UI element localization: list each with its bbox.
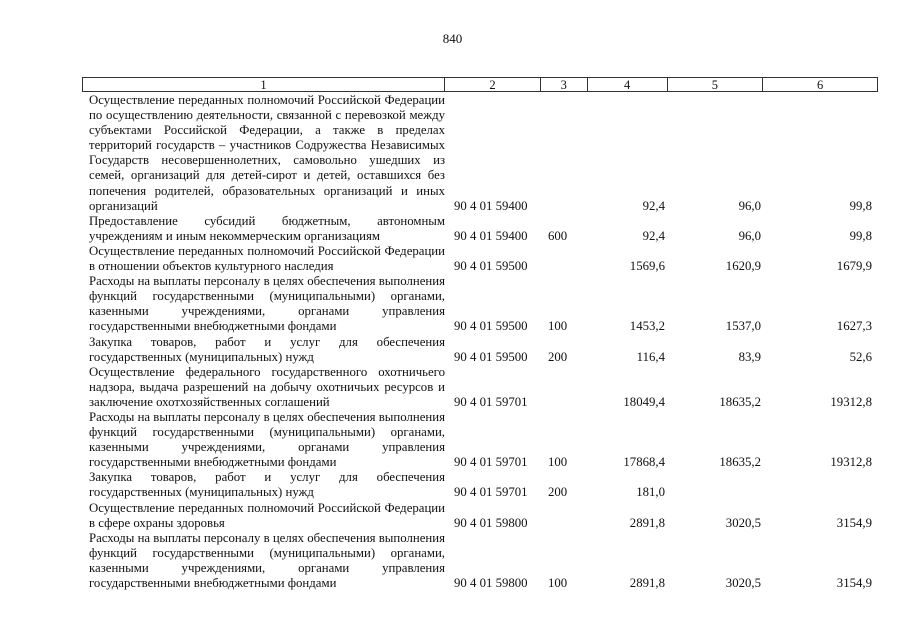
- header-col-2: 2: [445, 78, 541, 91]
- row-value-6: 3154,9: [836, 576, 872, 590]
- row-description: Расходы на выплаты персоналу в целях обеспечения выполнения функций государственными (муниципальными) органами, казенными учреждениями, органами управления государственными внебюджетными фондами: [89, 409, 445, 470]
- row-code: 90 4 01 59500: [454, 259, 528, 274]
- table-row: [82, 335, 878, 365]
- row-code: 90 4 01 59701: [454, 394, 528, 409]
- row-value-4: 92,4: [642, 198, 665, 213]
- row-expense-type: 100: [548, 455, 568, 470]
- header-col-3: 3: [541, 78, 588, 91]
- row-value-4: 2891,8: [629, 515, 665, 530]
- row-value-4: 18049,4: [623, 394, 665, 409]
- row-value-5: 3020,5: [725, 515, 761, 530]
- row-value-5: 18635,2: [719, 394, 761, 409]
- row-value-6: 99,8: [849, 198, 872, 213]
- table-row: [82, 244, 878, 274]
- row-description: Закупка товаров, работ и услуг для обеспечения государственных (муниципальных) нужд: [89, 470, 445, 500]
- row-description: Расходы на выплаты персоналу в целях обеспечения выполнения функций государственными (муниципальными) органами, казенными учреждениями, органами управления государственными внебюджетными фондами: [89, 530, 445, 590]
- row-value-4: 181,0: [636, 485, 665, 500]
- table-row: [82, 531, 878, 591]
- row-value-4: 116,4: [636, 349, 665, 364]
- table-row: [82, 214, 878, 244]
- header-col-6: 6: [817, 78, 824, 92]
- row-expense-type: 600: [548, 228, 568, 243]
- table-header: [82, 77, 878, 92]
- row-value-5: 96,0: [738, 228, 761, 243]
- header-col-4: 4: [588, 78, 668, 91]
- table-row: [82, 93, 878, 214]
- row-value-4: 92,4: [642, 228, 665, 243]
- row-value-6: 3154,9: [836, 515, 872, 530]
- table-row: [82, 274, 878, 334]
- header-col-5: 5: [668, 78, 764, 91]
- row-expense-type: 200: [548, 485, 568, 500]
- row-expense-type: 100: [548, 576, 568, 590]
- row-value-5: 1620,9: [725, 259, 761, 274]
- row-code: 90 4 01 59800: [454, 576, 528, 590]
- row-description: Предоставление субсидий бюджетным, автономным учреждениям и иным некоммерческим организациям: [89, 213, 445, 243]
- row-code: 90 4 01 59400: [454, 228, 528, 243]
- row-expense-type: 100: [548, 319, 568, 334]
- page-number: 840: [442, 31, 463, 46]
- row-value-6: 99,8: [849, 228, 872, 243]
- row-description: Расходы на выплаты персоналу в целях обеспечения выполнения функций государственными (муниципальными) органами, казенными учреждениями, органами управления государственными внебюджетными фондами: [89, 274, 445, 334]
- row-value-6: 19312,8: [830, 455, 872, 470]
- row-value-4: 1569,6: [629, 259, 665, 274]
- row-description: Закупка товаров, работ и услуг для обеспечения государственных (муниципальных) нужд: [89, 334, 445, 364]
- table-body: [82, 93, 878, 591]
- table-row: [82, 470, 878, 500]
- row-value-4: 17868,4: [623, 455, 665, 470]
- row-value-4: 2891,8: [629, 576, 665, 590]
- row-code: 90 4 01 59701: [454, 485, 528, 500]
- row-value-5: 96,0: [738, 198, 761, 213]
- row-description: Осуществление переданных полномочий Российской Федерации по осуществлению деятельности, связанной с перевозкой между субъектами Российской Федерации, а также в пределах территорий государств – участников Содружества Независимых Государств несовершеннолетних, самовольно ушедших из семей, организаций для детей-сирот и детей, оставшихся без попечения родителей, образовательных организаций и иных организаций: [89, 93, 445, 213]
- row-code: 90 4 01 59500: [454, 319, 528, 334]
- table-row: [82, 365, 878, 410]
- row-code: 90 4 01 59701: [454, 455, 528, 470]
- row-value-6: 52,6: [849, 349, 872, 364]
- row-value-5: 83,9: [738, 349, 761, 364]
- row-value-5: 18635,2: [719, 455, 761, 470]
- row-value-6: 1679,9: [836, 259, 872, 274]
- row-code: 90 4 01 59400: [454, 198, 528, 213]
- table-row: [82, 410, 878, 470]
- row-code: 90 4 01 59800: [454, 515, 528, 530]
- row-value-5: 1537,0: [725, 319, 761, 334]
- header-col-1: 1: [83, 78, 445, 91]
- row-value-4: 1453,2: [629, 319, 665, 334]
- row-value-6: 19312,8: [830, 394, 872, 409]
- table-row: [82, 501, 878, 531]
- row-description: Осуществление переданных полномочий Российской Федерации в сфере охраны здоровья: [89, 500, 445, 530]
- row-description: Осуществление федерального государственного охотничьего надзора, выдача разрешений на добычу охотничьих ресурсов и заключение охотхозяйственных соглашений: [89, 364, 445, 409]
- row-description: Осуществление переданных полномочий Российской Федерации в отношении объектов культурного наследия: [89, 243, 445, 274]
- row-code: 90 4 01 59500: [454, 349, 528, 364]
- row-value-5: 3020,5: [725, 576, 761, 590]
- row-expense-type: 200: [548, 349, 568, 364]
- row-value-6: 1627,3: [836, 319, 872, 334]
